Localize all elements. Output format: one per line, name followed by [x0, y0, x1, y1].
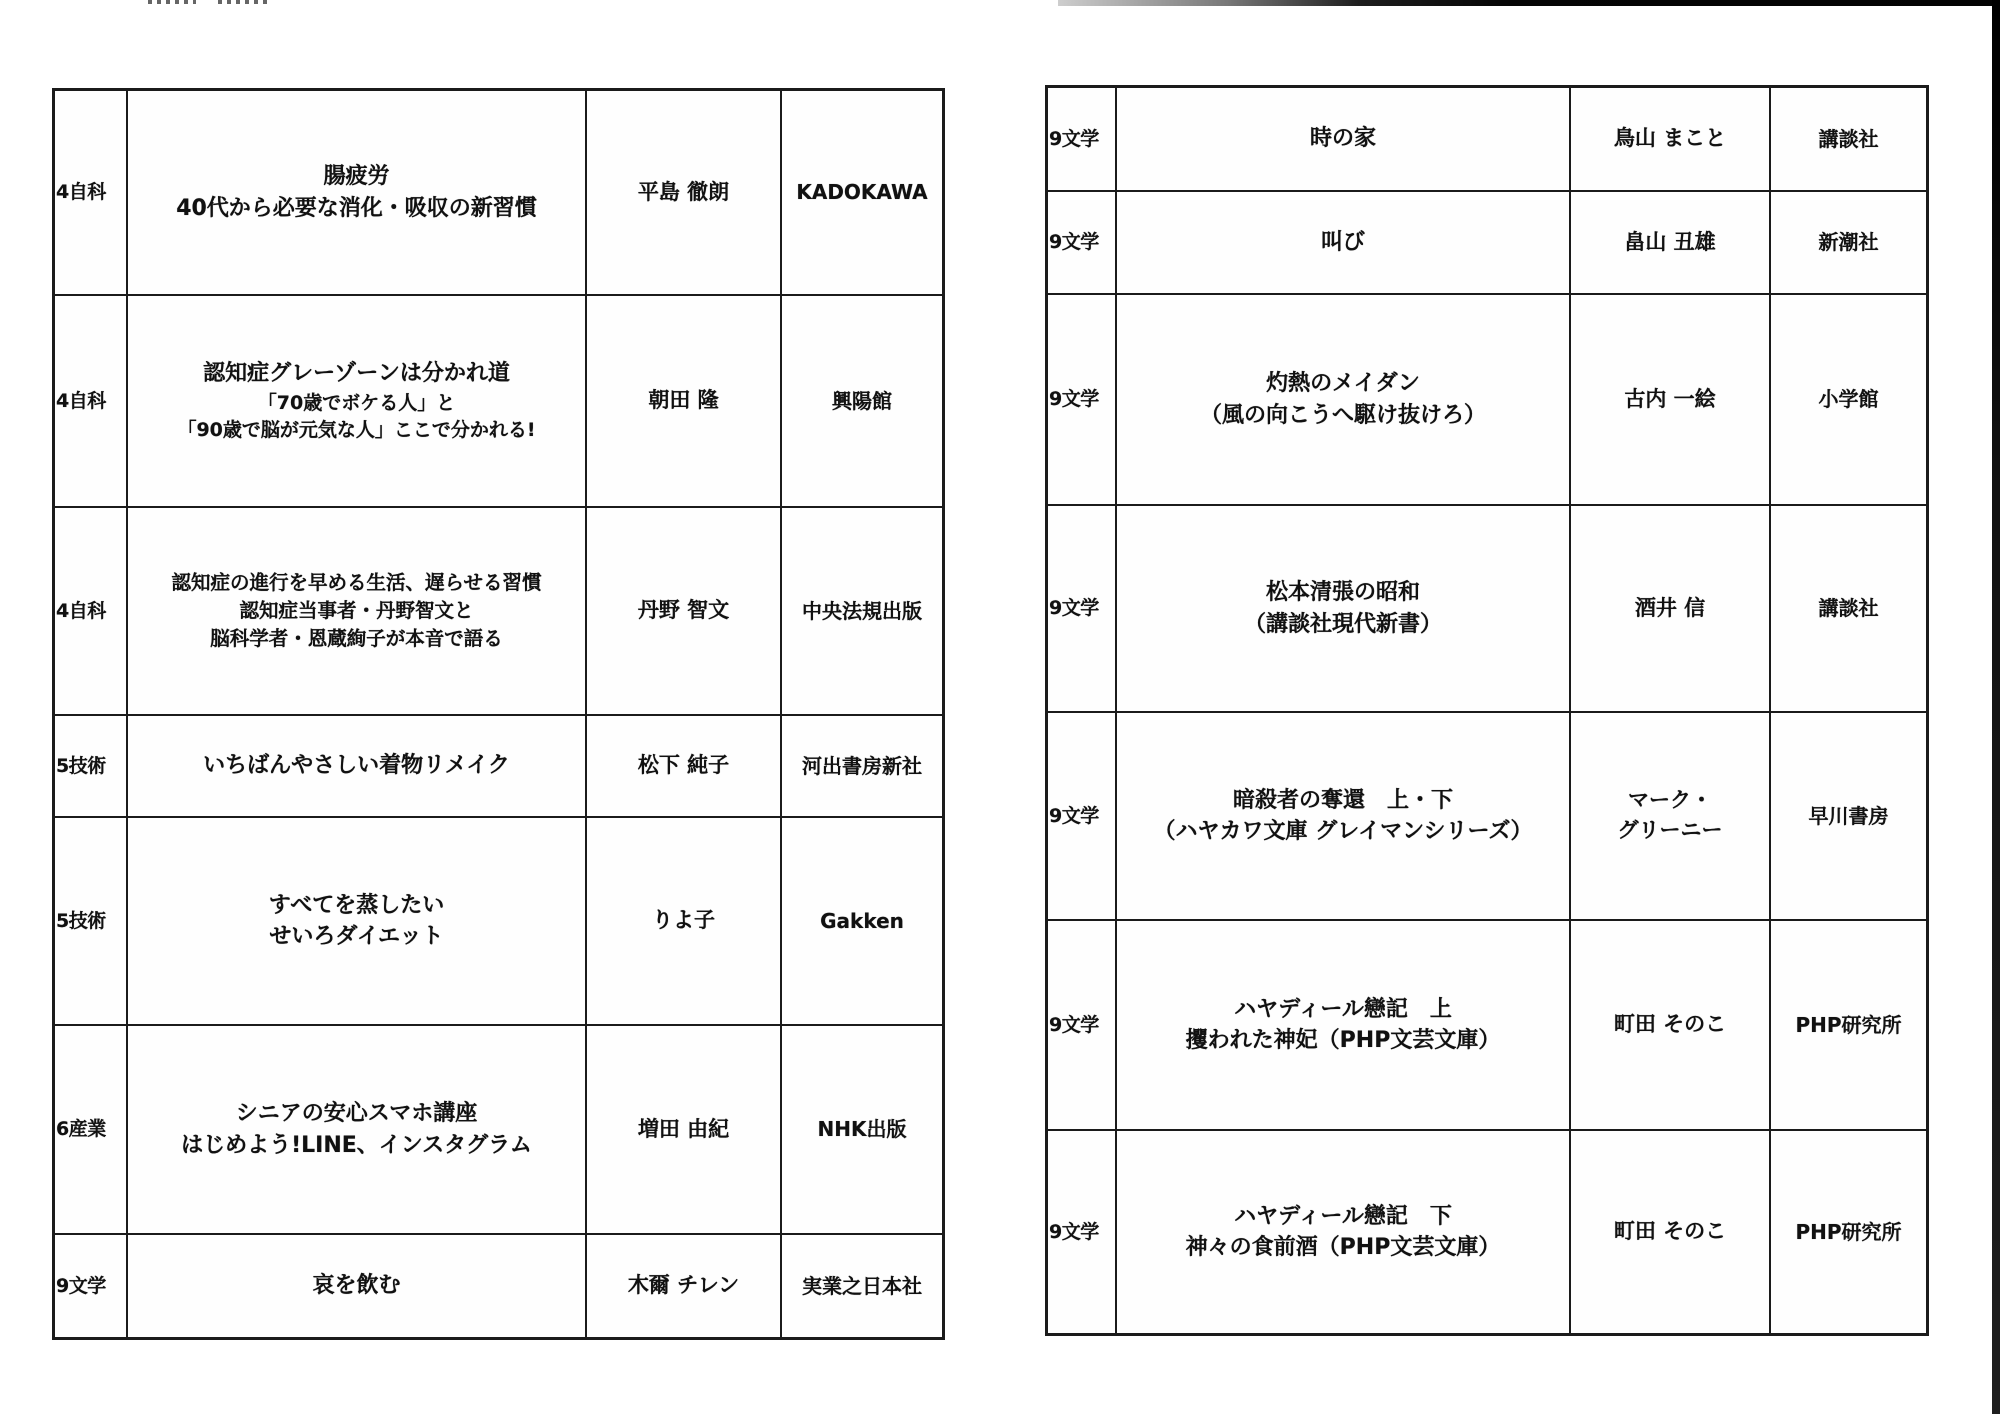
table-row: [55, 296, 942, 508]
author-cell: [587, 1235, 782, 1337]
text-line: 木爾 チレン: [627, 1273, 740, 1298]
publisher-cell: 講談社: [1818, 126, 1879, 151]
author-cell: [587, 818, 782, 1024]
text-line: （講談社現代新書）: [1243, 611, 1442, 637]
category-cell: 9文学: [1048, 921, 1117, 1129]
text-line: （ハヤカワ文庫 グレイマンシリーズ）: [1153, 819, 1533, 844]
text-line: 朝田 隆: [648, 388, 719, 413]
author-cell: [587, 716, 782, 816]
category-cell: 5技術: [55, 716, 128, 816]
text-line: 認知症当事者・丹野智文と: [239, 599, 474, 623]
scan-dash-mark: [218, 0, 270, 4]
text-line: 松下 純子: [637, 753, 730, 778]
author-cell: [587, 91, 782, 294]
text-line: ハヤディール戀記 下: [1234, 1203, 1452, 1229]
table-row: [55, 1235, 942, 1337]
title-cell: [1117, 1131, 1571, 1333]
author-cell: [1571, 192, 1771, 293]
publisher-cell: 河出書房新社: [802, 753, 922, 778]
author-cell: [1571, 295, 1771, 504]
category-cell: 4自科: [55, 296, 128, 506]
publisher-cell: 新潮社: [1818, 230, 1879, 255]
category-cell: 9文学: [55, 1235, 128, 1337]
title-cell: [1117, 713, 1571, 919]
text-line: 脳科学者・恩蔵絢子が本音で語る: [210, 626, 503, 650]
publisher-cell: NHK出版: [817, 1117, 907, 1142]
table-row: [1048, 192, 1926, 295]
text-line: マーク・: [1628, 788, 1712, 813]
text-line: 認知症の進行を早める生活、遅らせる習慣: [171, 571, 542, 595]
title-cell: [128, 716, 587, 816]
publisher-cell: PHP研究所: [1795, 1012, 1902, 1037]
text-line: 「90歳で脳が元気な人」ここで分かれる!: [177, 418, 536, 441]
text-line: いちばんやさしい着物リメイク: [203, 753, 510, 779]
text-line: 40代から必要な消化・吸収の新習慣: [176, 195, 537, 221]
publisher-cell: PHP研究所: [1795, 1219, 1902, 1244]
title-cell: [128, 91, 587, 294]
title-cell: [128, 1235, 587, 1337]
text-line: 酒井 信: [1634, 595, 1706, 620]
title-cell: [1117, 506, 1571, 711]
table-row: [1048, 921, 1926, 1131]
text-line: 町田 そのこ: [1613, 1219, 1727, 1244]
category-cell: 9文学: [1048, 88, 1117, 190]
publisher-cell: 早川書房: [1808, 803, 1889, 828]
author-cell: [587, 1026, 782, 1233]
table-row: [1048, 713, 1926, 921]
text-line: せいろダイエット: [269, 924, 444, 949]
text-line: グリーニー: [1617, 818, 1723, 842]
text-line: 腸疲労: [323, 164, 390, 190]
text-line: りよ子: [652, 908, 715, 933]
category-cell: 6産業: [55, 1026, 128, 1233]
category-cell: 9文学: [1048, 295, 1117, 504]
title-cell: [1117, 921, 1571, 1129]
text-line: 「70歳でボケる人」と: [257, 391, 456, 414]
publisher-cell: 興陽館: [832, 388, 892, 413]
text-line: 平島 徹朗: [637, 179, 730, 204]
text-line: 灼熱のメイダン: [1266, 371, 1420, 397]
text-line: 増田 由紀: [637, 1116, 730, 1141]
table-row: [55, 91, 942, 296]
text-line: 叫び: [1320, 229, 1365, 255]
author-cell: [1571, 506, 1771, 711]
category-cell: 9文学: [1048, 506, 1117, 711]
author-cell: [587, 296, 782, 506]
scan-dash-mark: [148, 0, 196, 4]
text-line: 丹野 智文: [637, 598, 730, 623]
title-cell: [128, 818, 587, 1024]
category-cell: 5技術: [55, 818, 128, 1024]
author-cell: [1571, 713, 1771, 919]
text-line: 神々の食前酒（PHP文芸文庫）: [1185, 1235, 1501, 1260]
table-row: [1048, 88, 1926, 192]
table-row: [55, 716, 942, 818]
table-row: [55, 818, 942, 1026]
category-cell: 9文学: [1048, 192, 1117, 293]
title-cell: [128, 1026, 587, 1233]
table-row: [1048, 506, 1926, 713]
text-line: 哀を飲む: [312, 1273, 401, 1299]
scan-streak-top-edge: [1058, 0, 2000, 6]
text-line: 時の家: [1309, 126, 1376, 152]
scan-band-right-edge: [1992, 0, 2000, 1414]
category-cell: 4自科: [55, 91, 128, 294]
text-line: シニアの安心スマホ講座: [235, 1101, 478, 1127]
author-cell: [1571, 88, 1771, 190]
table-row: [1048, 295, 1926, 506]
text-line: 古内 一絵: [1624, 386, 1716, 411]
text-line: 認知症グレーゾーンは分かれ道: [203, 361, 510, 387]
book-table-right: [1045, 85, 1929, 1336]
title-cell: [1117, 192, 1571, 293]
category-cell: 9文学: [1048, 713, 1117, 919]
book-table-left: [52, 88, 945, 1340]
publisher-cell: 講談社: [1818, 596, 1879, 621]
text-line: 鳥山 まこと: [1613, 126, 1727, 151]
category-cell: 9文学: [1048, 1131, 1117, 1333]
title-cell: [1117, 88, 1571, 190]
table-row: [55, 1026, 942, 1235]
category-cell: 4自科: [55, 508, 128, 714]
text-line: 暗殺者の奪還 上・下: [1232, 787, 1453, 813]
author-cell: [1571, 1131, 1771, 1333]
text-line: ハヤディール戀記 上: [1234, 996, 1452, 1022]
title-cell: [128, 508, 587, 714]
text-line: （風の向こうへ駆け抜けろ）: [1199, 402, 1486, 428]
text-line: 畠山 丑雄: [1624, 229, 1716, 254]
author-cell: [587, 508, 782, 714]
publisher-cell: 小学館: [1818, 387, 1879, 412]
table-row: [55, 508, 942, 716]
text-line: 松本清張の昭和: [1265, 580, 1420, 606]
text-line: はじめよう!LINE、インスタグラム: [181, 1132, 532, 1158]
publisher-cell: Gakken: [820, 908, 904, 933]
text-line: 町田 そのこ: [1613, 1012, 1727, 1037]
publisher-cell: 実業之日本社: [802, 1273, 922, 1298]
publisher-cell: KADOKAWA: [796, 180, 928, 205]
text-line: 攫われた神妃（PHP文芸文庫）: [1185, 1028, 1501, 1053]
text-line: すべてを蒸したい: [268, 892, 445, 918]
title-cell: [128, 296, 587, 506]
author-cell: [1571, 921, 1771, 1129]
title-cell: [1117, 295, 1571, 504]
table-row: [1048, 1131, 1926, 1333]
publisher-cell: 中央法規出版: [802, 598, 922, 623]
